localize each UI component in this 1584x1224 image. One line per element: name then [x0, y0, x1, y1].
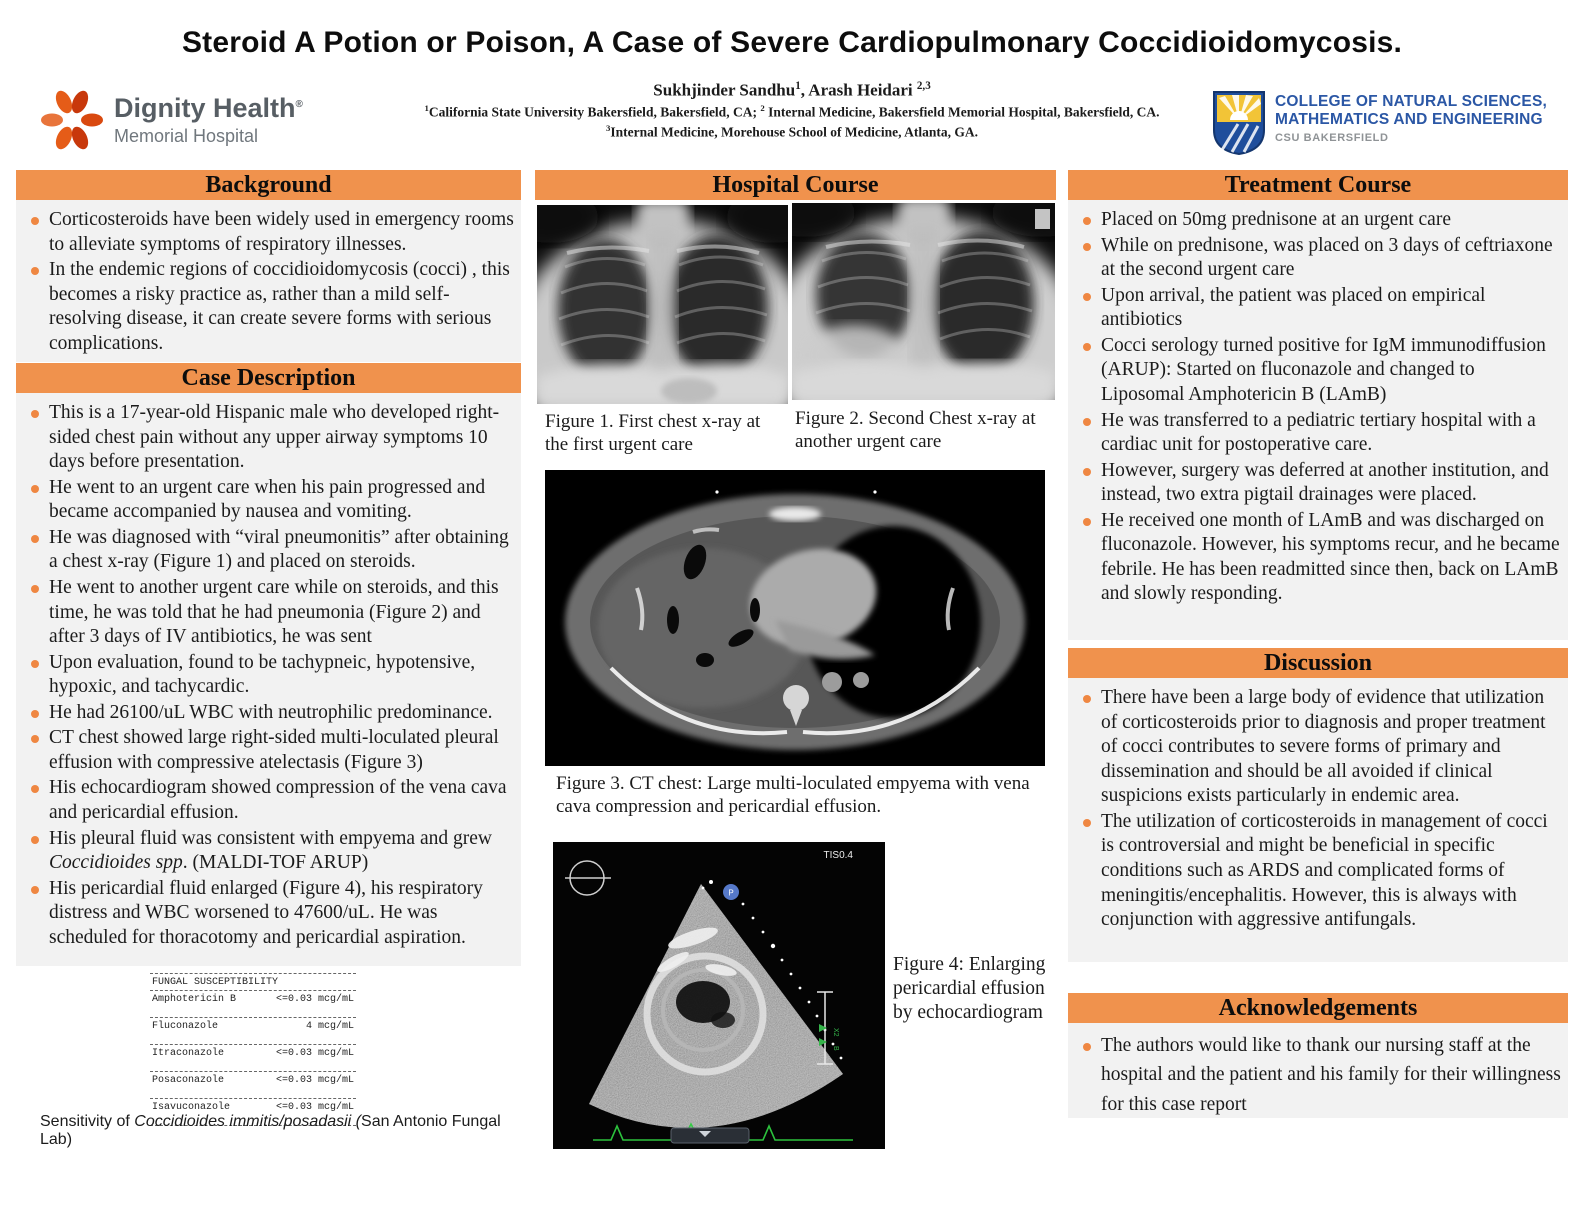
- dignity-sub: Memorial Hospital: [114, 126, 259, 146]
- bullet-item: Corticosteroids have been widely used in emergency rooms to alleviate symptoms of respiratory illnesses.: [26, 208, 515, 257]
- affil-sup-1: 1: [424, 103, 429, 113]
- bullet-item: This is a 17-year-old Hispanic male who developed right-sided chest pain without any upper airway symptoms 10 days before presentation.: [26, 401, 515, 475]
- bullet-text: . (MALDI-TOF ARUP): [182, 852, 369, 874]
- dignity-brand: Dignity Health: [114, 93, 296, 123]
- author-1-sup: 1: [795, 80, 801, 92]
- svg-text:X2: X2: [832, 1028, 839, 1037]
- figure-2-caption: Figure 2. Second Chest x-ray at another urgent care: [795, 408, 1036, 453]
- bullet-item: He received one month of LAmB and was discharged on fluconazole. However, his symptoms recur, and he became febrile. He has been readmitted since then, back on LAmB and slowly responding.: [1078, 509, 1562, 607]
- fungal-row: [150, 1071, 356, 1098]
- bullet-item: Placed on 50mg prednisone at an urgent care: [1078, 208, 1562, 233]
- fungal-report-title: FUNGAL SUSCEPTIBILITY: [150, 973, 356, 990]
- dignity-health-logo: [40, 88, 303, 154]
- chest-xray-2-graphic: [792, 203, 1055, 400]
- bullet-item: While on prednisone, was placed on 3 days of ceftriaxone at the second urgent care: [1078, 234, 1562, 283]
- affil-part-1: California State University Bakersfield, Bakersfield, CA;: [428, 104, 761, 120]
- affil-part-3: Internal Medicine, Morehouse School of Medicine, Atlanta, GA.: [610, 124, 978, 140]
- ct-chest-image: [545, 470, 1045, 766]
- figure-4-caption: Figure 4: Enlarging pericardial effusion by echocardiogram: [893, 954, 1046, 1023]
- bullet-item: In the endemic regions of coccidioidomycosis (cocci) , this becomes a risky practice as, rather than a mild self-resolving disease, it can create severe forms with serious complications.: [26, 258, 515, 356]
- bullet-item: CT chest showed large right-sided multi-loculated pleural effusion with compressive atelectasis (Figure 3): [26, 726, 515, 775]
- drug-name: Posaconazole: [152, 1075, 225, 1086]
- caption-text: San Antonio Fungal Lab): [40, 1113, 501, 1148]
- background-bullets: [16, 200, 521, 356]
- drug-value: 4 mcg/mL: [305, 1021, 354, 1032]
- bullet-item: He went to an urgent care when his pain progressed and became accompanied by nausea and vomiting.: [26, 476, 515, 525]
- csub-logo-text: [1275, 93, 1547, 144]
- bullet-item: He went to another urgent care while on steroids, and this time, he was told that he had pneumonia (Figure 2) and after 3 days of IV antibiotics, he was sent: [26, 576, 515, 650]
- section-header-case-description: Case Description: [16, 363, 521, 393]
- csub-logo: [1212, 90, 1547, 156]
- affil-sup-2: 2: [760, 103, 765, 113]
- drug-name: Amphotericin B: [152, 994, 237, 1005]
- discussion-panel: [1068, 678, 1568, 962]
- bullet-item: He had 26100/uL WBC with neutrophilic predominance.: [26, 701, 515, 726]
- drug-name: Isavuconazole: [152, 1102, 231, 1113]
- bullet-item: The authors would like to thank our nursing staff at the hospital and the patient and his family for their willingness for this case report: [1078, 1031, 1562, 1119]
- fungal-row: [150, 990, 356, 1017]
- bullet-italic-text: Coccidioides spp: [49, 852, 183, 874]
- chest-xray-1-graphic: [537, 205, 788, 404]
- figure-1-caption: Figure 1. First chest x-ray at the first urgent care: [545, 411, 761, 456]
- case-description-bullets: [16, 393, 521, 950]
- chest-xray-2-image: [792, 203, 1055, 400]
- section-header-acknowledgements: Acknowledgements: [1068, 993, 1568, 1023]
- chest-xray-1-image: [537, 205, 788, 404]
- acknowledgements-panel: [1068, 1023, 1568, 1118]
- bullet-item: Upon evaluation, found to be tachypneic, hypotensive, hypoxic, and tachycardic.: [26, 651, 515, 700]
- discussion-bullets: [1068, 678, 1568, 933]
- echocardiogram-graphic: [553, 842, 885, 1149]
- dignity-flower-icon: [40, 88, 104, 154]
- bullet-item: Upon arrival, the patient was placed on empirical antibiotics: [1078, 284, 1562, 333]
- section-header-background: Background: [16, 170, 521, 200]
- author-1: Sukhjinder Sandhu: [653, 80, 796, 100]
- csub-line-2: MATHEMATICS AND ENGINEERING: [1275, 110, 1543, 128]
- echocardiogram-image: [553, 842, 885, 1149]
- section-header-discussion: Discussion: [1068, 648, 1568, 678]
- drug-name: Itraconazole: [152, 1048, 225, 1059]
- case-description-panel: [16, 393, 521, 966]
- bullet-item: He was diagnosed with “viral pneumonitis” after obtaining a chest x-ray (Figure 1) and placed on steroids.: [26, 526, 515, 575]
- fungal-row: [150, 1044, 356, 1071]
- drug-value: <=0.03 mcg/mL: [275, 1102, 354, 1113]
- section-header-hospital-course: Hospital Course: [535, 170, 1056, 200]
- ct-chest-graphic: [545, 470, 1045, 766]
- probe-marker-label: P: [728, 888, 734, 898]
- affil-sup-3: 3: [606, 123, 611, 133]
- treatment-course-bullets: [1068, 200, 1568, 607]
- fungal-report-caption: [40, 1113, 520, 1149]
- figure-3-caption: Figure 3. CT chest: Large multi-loculated empyema with vena cava compression and pericardial effusion.: [556, 773, 1030, 818]
- author-2-sup: 2,3: [916, 80, 931, 92]
- bullet-item: However, surgery was deferred at another institution, and instead, two extra pigtail drainages were placed.: [1078, 459, 1562, 508]
- acknowledgements-bullets: [1068, 1023, 1568, 1119]
- drug-value: <=0.03 mcg/mL: [275, 1075, 354, 1086]
- treatment-course-panel: [1068, 200, 1568, 640]
- echo-tis-label: TIS0.4: [823, 850, 853, 861]
- caption-italic-text: Coccidioides immitis/posadasii (: [134, 1113, 362, 1130]
- bullet-text: His pleural fluid was consistent with empyema and grew: [49, 827, 492, 849]
- drug-value: <=0.03 mcg/mL: [275, 1048, 354, 1059]
- bullet-item: There have been a large body of evidence that utilization of corticosteroids prior to diagnosis and proper treatment of cocci contributes to severe forms of primary and dissemination and should be all avoided if clinical suspicions exists particularly in endemic area.: [1078, 686, 1562, 809]
- drug-value: <=0.03 mcg/mL: [275, 994, 354, 1005]
- drug-name: Fluconazole: [152, 1021, 219, 1032]
- affil-part-2: Internal Medicine, Bakersfield Memorial Hospital, Bakersfield, CA.: [764, 104, 1160, 120]
- fungal-susceptibility-report: [150, 973, 356, 1126]
- csub-shield-icon: [1212, 90, 1266, 156]
- bullet-item: Cocci serology turned positive for IgM immunodiffusion (ARUP): Started on fluconazole and changed to Liposomal Amphotericin B (LAmB): [1078, 334, 1562, 408]
- dignity-reg-mark: ®: [295, 99, 303, 110]
- page-title: Steroid A Potion or Poison, A Case of Severe Cardiopulmonary Coccidioidomycosis.: [181, 26, 1403, 59]
- bullet-item: His echocardiogram showed compression of the vena cava and pericardial effusion.: [26, 776, 515, 825]
- bullet-item: [26, 827, 515, 876]
- dignity-logo-text: [114, 95, 303, 147]
- section-header-treatment-course: Treatment Course: [1068, 170, 1568, 200]
- fungal-row: [150, 1017, 356, 1044]
- background-panel: [16, 200, 521, 362]
- author-2: , Arash Heidari: [800, 80, 917, 100]
- csub-line-3: CSU BAKERSFIELD: [1275, 131, 1389, 144]
- caption-text: Sensitivity of: [40, 1113, 135, 1130]
- bullet-item: The utilization of corticosteroids in management of cocci is controversial and might be beneficial in specific conditions such as ARDS and complicated forms of meningitis/encephalitis. However, this is always with conjunction with aggressive antifungals.: [1078, 810, 1562, 933]
- bullet-item: His pericardial fluid enlarged (Figure 4), his respiratory distress and WBC worsened to 47600/uL. He was scheduled for thoracotomy and pericardial aspiration.: [26, 877, 515, 951]
- bullet-item: He was transferred to a pediatric tertiary hospital with a cardiac unit for postoperative care.: [1078, 409, 1562, 458]
- csub-line-1: COLLEGE OF NATURAL SCIENCES,: [1275, 93, 1547, 110]
- svg-text:B: B: [832, 1046, 839, 1051]
